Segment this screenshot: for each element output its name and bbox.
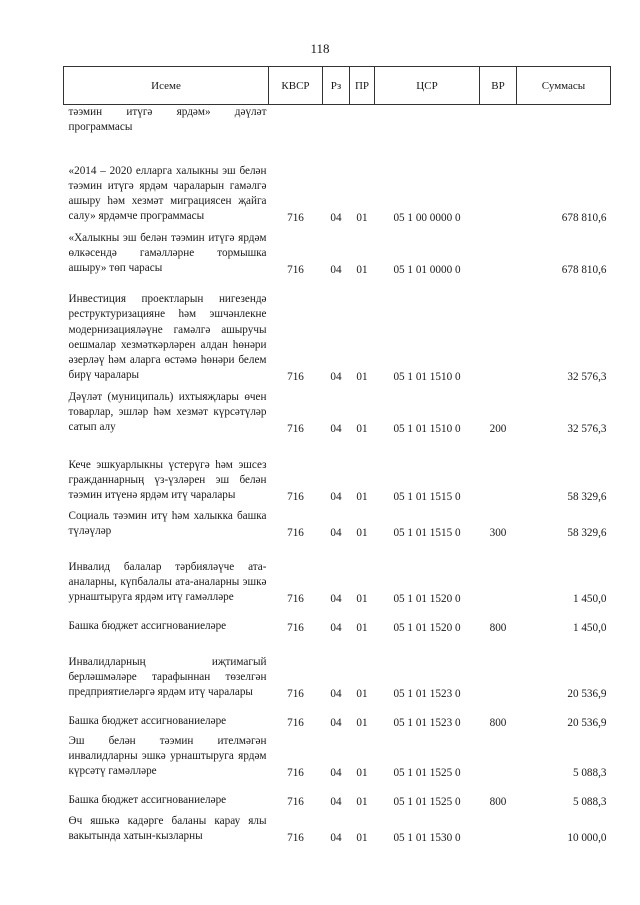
row-vr — [480, 143, 517, 225]
row-kvsr: 716 — [287, 687, 304, 700]
row-pr: 01 — [356, 370, 368, 383]
table-row — [64, 504, 611, 540]
row-name: тәэмин итүгә ярдәм» дәүләт программасы — [68, 106, 267, 134]
row-rz: 04 — [330, 422, 342, 435]
row-csr: 05 1 01 1510 0 — [393, 422, 461, 435]
row-rz: 04 — [330, 526, 342, 539]
row-kvsr: 716 — [287, 766, 304, 779]
table-row — [64, 143, 611, 225]
row-vr: 800 — [489, 795, 507, 808]
row-rz: 04 — [330, 831, 342, 844]
row-name: Башка бюджет ассигнованиеләре — [68, 794, 227, 807]
row-sum: 20 536,9 — [567, 687, 607, 700]
row-kvsr: 716 — [287, 795, 304, 808]
row-kvsr: 716 — [287, 621, 304, 634]
row-name: «2014 – 2020 елларга халыкны эш белән тәэмин итүгә ярдәм чараларын гамәлгә ашыру һәм хезмәт миграциясен җайга салу» ярдәмче программасы — [68, 164, 267, 223]
row-sum: 58 329,6 — [567, 490, 607, 503]
row-pr: 01 — [356, 490, 368, 503]
row-rz: 04 — [330, 716, 342, 729]
table-header-row — [64, 67, 611, 105]
row-name: Инвалид балалар тәрбияләүче ата-аналарны, күпбалалы ата-аналарны эшкә урнаштыруга ярдәм итү гамәлләре — [68, 560, 267, 604]
row-vr — [480, 809, 517, 845]
header-rz: Рз — [323, 67, 350, 105]
row-pr: 01 — [356, 211, 368, 224]
table-row — [64, 809, 611, 845]
row-csr: 05 1 01 1525 0 — [393, 795, 461, 808]
row-name: Эш белән тәэмин ителмәгән инвалидларны эшкә урнаштыруга ярдәм күрсәтү гамәлләре — [68, 734, 267, 778]
row-vr — [480, 277, 517, 384]
row-sum — [517, 105, 611, 143]
row-sum: 20 536,9 — [567, 716, 607, 729]
row-csr: 05 1 01 1530 0 — [393, 831, 461, 844]
row-rz: 04 — [330, 766, 342, 779]
row-vr — [480, 540, 517, 606]
table-row — [64, 540, 611, 606]
row-pr: 01 — [356, 621, 368, 634]
table-row — [64, 225, 611, 277]
header-csr: ЦСР — [375, 67, 480, 105]
row-csr: 05 1 01 1525 0 — [393, 766, 461, 779]
row-vr — [480, 436, 517, 504]
row-sum: 1 450,0 — [572, 621, 607, 634]
row-kvsr: 716 — [287, 370, 304, 383]
row-vr: 200 — [489, 422, 507, 435]
table-row — [64, 606, 611, 635]
row-vr: 300 — [489, 526, 507, 539]
row-rz: 04 — [330, 795, 342, 808]
row-csr: 05 1 01 1523 0 — [393, 687, 461, 700]
row-name: Башка бюджет ассигнованиеләре — [68, 620, 227, 633]
row-kvsr: 716 — [287, 526, 304, 539]
row-pr: 01 — [356, 592, 368, 605]
row-vr: 800 — [489, 716, 507, 729]
row-sum: 5 088,3 — [572, 795, 607, 808]
header-sum: Суммасы — [517, 67, 611, 105]
budget-table — [63, 66, 611, 845]
row-csr: 05 1 01 1520 0 — [393, 592, 461, 605]
table-row — [64, 780, 611, 809]
row-sum: 32 576,3 — [567, 370, 607, 383]
row-rz — [323, 105, 350, 143]
row-sum: 58 329,6 — [567, 526, 607, 539]
row-name: Социаль тәэмин итү һәм халыкка башка түләүләр — [68, 510, 267, 538]
row-kvsr: 716 — [287, 422, 304, 435]
row-rz: 04 — [330, 687, 342, 700]
table-row — [64, 436, 611, 504]
table-row — [64, 701, 611, 730]
row-csr — [375, 105, 480, 143]
row-name: «Халыкны эш белән тәэмин итүгә ярдәм өлкәсендә гамәлләрне тормышка ашыру» төп чарасы — [68, 231, 267, 275]
row-name: Кече эшкуарлыкны үстерүгә һәм эшсез гражданнарның үз-үзләрен эш белән тәэмин итүенә ярдәм итү чаралары — [68, 458, 267, 502]
row-pr — [350, 105, 375, 143]
row-pr: 01 — [356, 716, 368, 729]
row-sum: 32 576,3 — [567, 422, 607, 435]
row-name: Инвалидларның иҗтимагый берләшмәләре тарафыннан төзелгән предприятиеләргә ярдәм итү чаралары — [68, 655, 267, 699]
row-csr: 05 1 01 1520 0 — [393, 621, 461, 634]
row-kvsr: 716 — [287, 592, 304, 605]
row-csr: 05 1 01 1523 0 — [393, 716, 461, 729]
row-rz: 04 — [330, 490, 342, 503]
row-vr: 800 — [489, 621, 507, 634]
row-sum: 678 810,6 — [561, 263, 607, 276]
row-kvsr — [269, 105, 323, 143]
row-csr: 05 1 01 1515 0 — [393, 490, 461, 503]
row-name: Дәүләт (муниципаль) ихтыяҗлары өчен товарлар, эшләр һәм хезмәт күрсәтүләр сатып алу — [68, 390, 267, 434]
page-number: 118 — [310, 41, 330, 56]
table-row — [64, 730, 611, 780]
row-kvsr: 716 — [287, 716, 304, 729]
table-row — [64, 635, 611, 701]
row-sum: 678 810,6 — [561, 211, 607, 224]
row-csr: 05 1 01 0000 0 — [393, 263, 461, 276]
row-pr: 01 — [356, 263, 368, 276]
row-kvsr: 716 — [287, 263, 304, 276]
row-sum: 1 450,0 — [572, 592, 607, 605]
row-pr: 01 — [356, 687, 368, 700]
row-kvsr: 716 — [287, 211, 304, 224]
table-row — [64, 277, 611, 384]
row-name: Инвестиция проектларын нигезендә реструктуризацияне һәм эшчәнлекне модернизацияләүне гамәлгә ашыручы оешмалар хезмәткәрләрен алдан һөнәри әзерләү һәм аларга өстәмә һөнәри белем бирү чаралары — [68, 293, 267, 382]
header-pr: ПР — [350, 67, 375, 105]
row-vr — [480, 635, 517, 701]
row-vr — [480, 730, 517, 780]
row-rz: 04 — [330, 263, 342, 276]
row-name: Өч яшькә кадәрге баланы карау ялы вакытында хатын-кызларны — [68, 815, 267, 843]
row-csr: 05 1 01 1515 0 — [393, 526, 461, 539]
row-pr: 01 — [356, 526, 368, 539]
row-csr: 05 1 01 1510 0 — [393, 370, 461, 383]
row-rz: 04 — [330, 621, 342, 634]
row-pr: 01 — [356, 766, 368, 779]
row-rz: 04 — [330, 370, 342, 383]
row-name: Башка бюджет ассигнованиеләре — [68, 715, 227, 728]
table-row — [64, 105, 611, 143]
header-vr: ВР — [480, 67, 517, 105]
row-sum: 10 000,0 — [567, 831, 607, 844]
row-kvsr: 716 — [287, 831, 304, 844]
table-row — [64, 384, 611, 436]
row-csr: 05 1 00 0000 0 — [393, 211, 461, 224]
row-vr — [480, 105, 517, 143]
row-rz: 04 — [330, 592, 342, 605]
header-name: Исеме — [64, 67, 269, 105]
row-rz: 04 — [330, 211, 342, 224]
row-kvsr: 716 — [287, 490, 304, 503]
header-kvsr: КВСР — [269, 67, 323, 105]
row-vr — [480, 225, 517, 277]
row-pr: 01 — [356, 422, 368, 435]
row-pr: 01 — [356, 795, 368, 808]
row-sum: 5 088,3 — [572, 766, 607, 779]
row-pr: 01 — [356, 831, 368, 844]
